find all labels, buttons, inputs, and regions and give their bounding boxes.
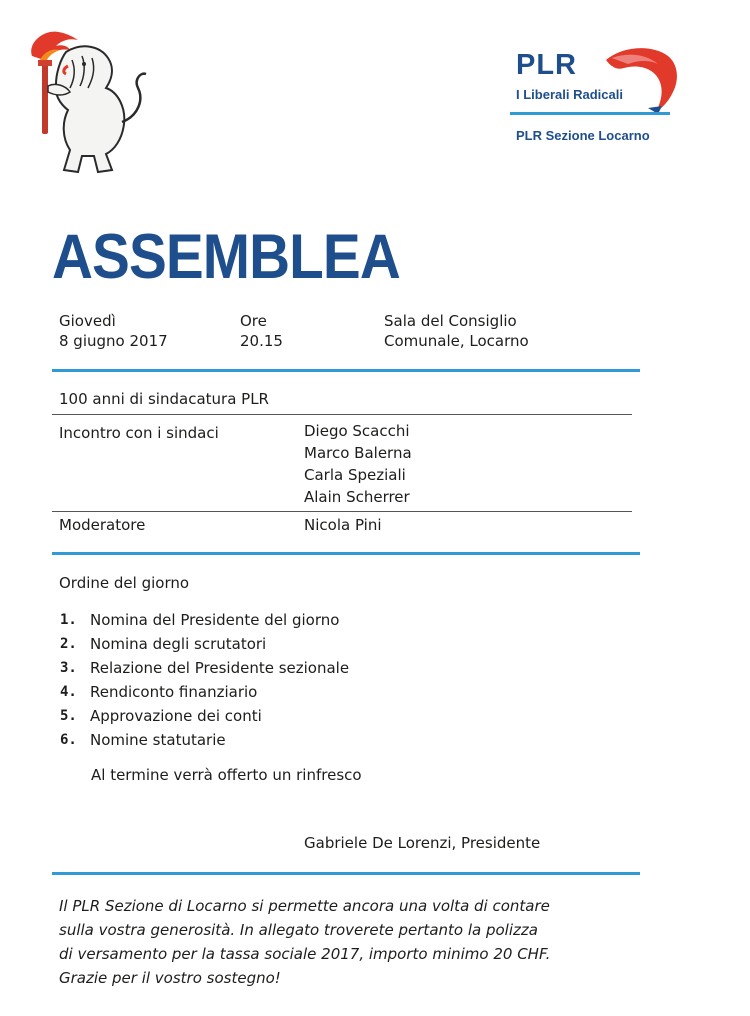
plr-logo-subtitle: I Liberali Radicali <box>516 87 623 102</box>
row-divider <box>52 511 632 512</box>
agenda-item <box>60 706 460 730</box>
event-venue-line2: Comunale, Locarno <box>384 332 529 350</box>
agenda-item-label: Nomina del Presidente del giorno <box>90 611 340 629</box>
plr-logo-wordmark: PLR <box>516 49 577 81</box>
moderator-name: Nicola Pini <box>304 516 382 534</box>
agenda-item-label: Relazione del Presidente sezionale <box>90 659 350 677</box>
signature: Gabriele De Lorenzi, Presidente <box>304 834 541 852</box>
agenda-item <box>60 658 460 682</box>
agenda-list <box>60 610 460 754</box>
donation-note-line: di versamento per la tassa sociale 2017, importo minimo 20 CHF. <box>59 945 551 963</box>
agenda-item-label: Rendiconto finanziario <box>90 683 258 701</box>
agenda-item-label: Nomine statutarie <box>90 731 226 749</box>
page-title: ASSEMBLEA <box>52 222 400 292</box>
mayor-name: Diego Scacchi <box>304 422 410 440</box>
event-time: 20.15 <box>240 332 283 350</box>
meeting-label: Incontro con i sindaci <box>59 424 219 442</box>
plr-section-name: PLR Sezione Locarno <box>516 128 650 143</box>
flame-icon <box>602 46 682 116</box>
mayor-name: Alain Scherrer <box>304 488 410 506</box>
donation-note-line: sulla vostra generosità. In allegato troverete pertanto la polizza <box>59 921 538 939</box>
closing-note: Al termine verrà offerto un rinfresco <box>91 766 362 784</box>
agenda-item-number: 5. <box>60 708 77 724</box>
agenda-item-number: 1. <box>60 612 77 628</box>
event-date: 8 giugno 2017 <box>59 332 168 350</box>
agenda-item <box>60 682 460 706</box>
moderator-label: Moderatore <box>59 516 146 534</box>
donation-note-line: Il PLR Sezione di Locarno si permette ancora una volta di contare <box>59 897 550 915</box>
mayor-name: Carla Speziali <box>304 466 406 484</box>
event-time-label: Ore <box>240 312 267 330</box>
mayor-name: Marco Balerna <box>304 444 412 462</box>
agenda-item <box>60 730 460 754</box>
agenda-item-number: 2. <box>60 636 77 652</box>
logo-divider <box>510 112 670 115</box>
agenda-item-label: Approvazione dei conti <box>90 707 262 725</box>
locarno-lion-emblem <box>26 30 150 176</box>
donation-note <box>59 894 659 990</box>
event-venue-line1: Sala del Consiglio <box>384 312 517 330</box>
agenda-item-label: Nomina degli scrutatori <box>90 635 267 653</box>
agenda-item-number: 4. <box>60 684 77 700</box>
topic-heading: 100 anni di sindacatura PLR <box>59 390 269 408</box>
agenda-item-number: 6. <box>60 732 77 748</box>
section-divider <box>52 369 640 372</box>
agenda-item <box>60 610 460 634</box>
event-day: Giovedì <box>59 312 116 330</box>
row-divider <box>52 414 632 415</box>
agenda-heading: Ordine del giorno <box>59 574 190 592</box>
plr-logo <box>506 46 686 156</box>
section-divider <box>52 552 640 555</box>
section-divider <box>52 872 640 875</box>
donation-note-line: Grazie per il vostro sostegno! <box>59 969 281 987</box>
agenda-item <box>60 634 460 658</box>
agenda-item-number: 3. <box>60 660 77 676</box>
